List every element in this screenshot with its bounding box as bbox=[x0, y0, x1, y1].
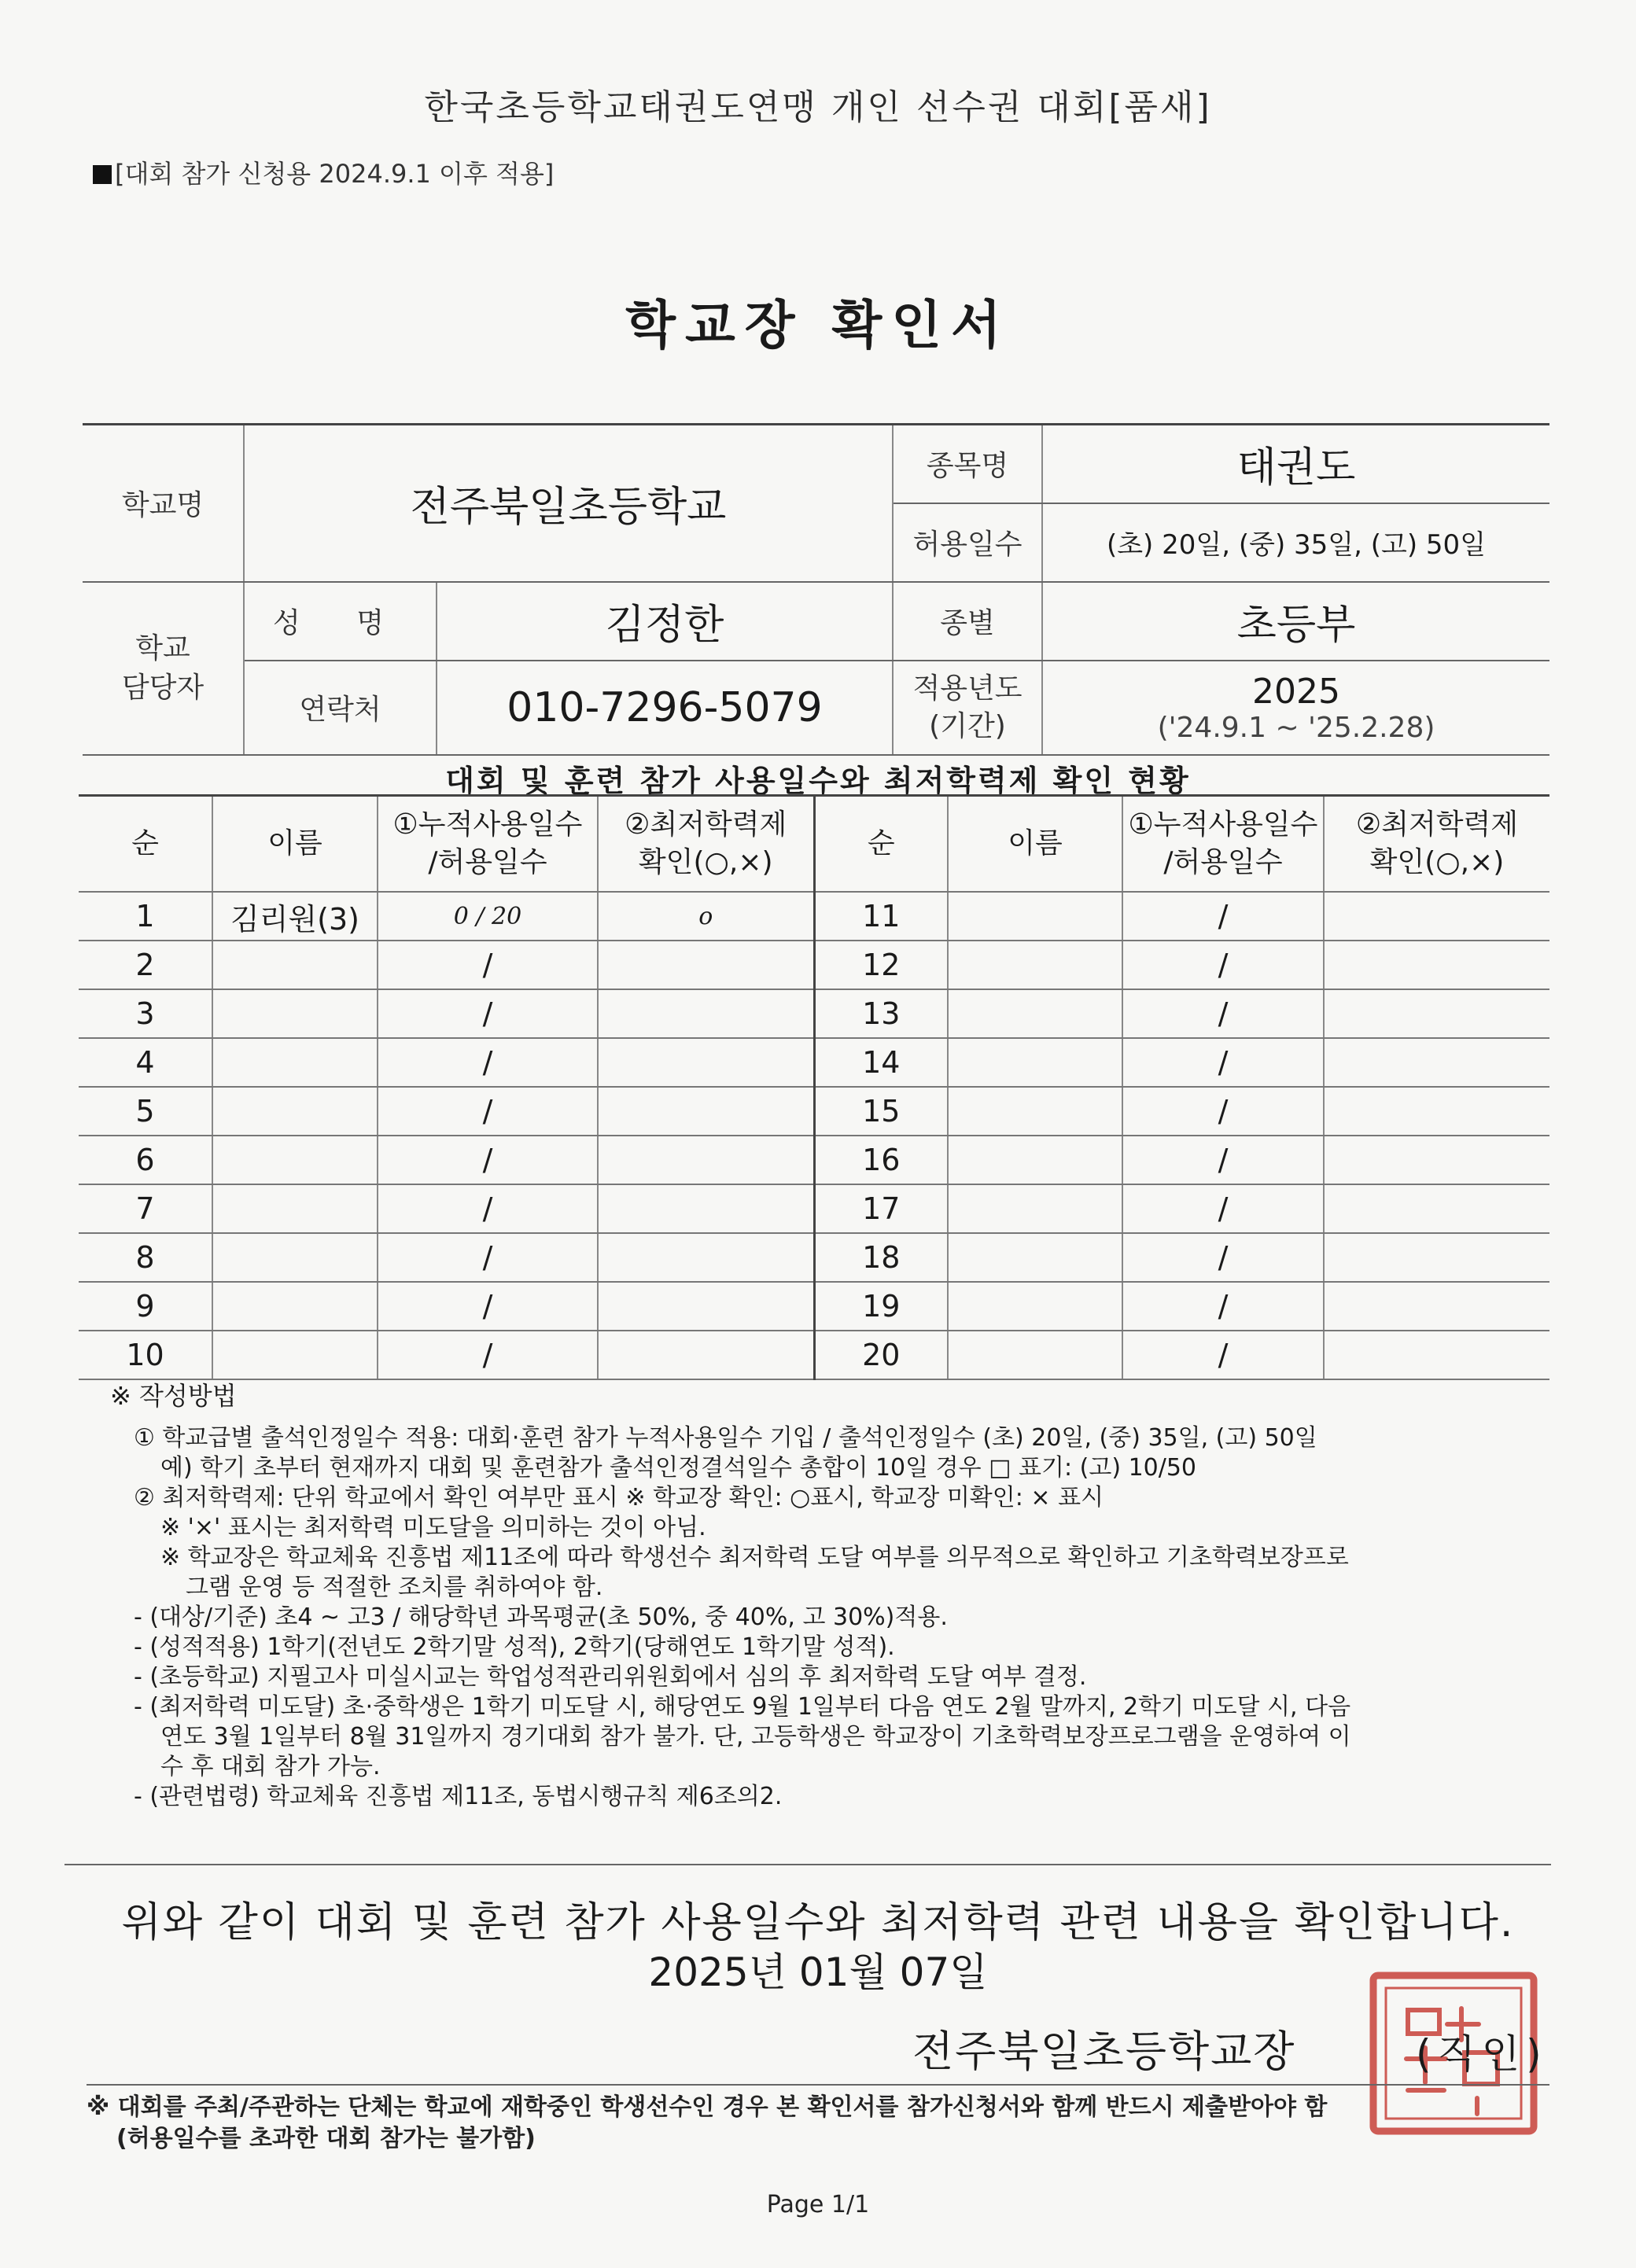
principal-signature: 전주북일초등학교장 bbox=[912, 2027, 1296, 2076]
roster-no: 9 bbox=[79, 1282, 212, 1331]
contact-label: 연락처 bbox=[244, 661, 437, 755]
roster-days: / bbox=[378, 989, 598, 1038]
roster-days: 0 / 20 bbox=[378, 892, 598, 941]
roster-name bbox=[212, 1038, 378, 1087]
roster-check bbox=[1324, 1331, 1549, 1379]
roster-name bbox=[948, 1233, 1122, 1282]
roster-days: / bbox=[1122, 1038, 1324, 1087]
allowed-days-value: (초) 20일, (중) 35일, (고) 50일 bbox=[1042, 503, 1549, 582]
header-days-left: ①누적사용일수 /허용일수 bbox=[378, 796, 598, 893]
year-label: 적용년도 (기간) bbox=[893, 661, 1042, 755]
roster-name bbox=[212, 1136, 378, 1184]
roster-check bbox=[1324, 1184, 1549, 1233]
instruction-line: - (관련법령) 학교체육 진흥법 제11조, 동법시행규칙 제6조의2. bbox=[134, 1783, 783, 1810]
roster-name bbox=[212, 1087, 378, 1136]
table-row bbox=[79, 1038, 1549, 1087]
category-label: 종별 bbox=[893, 582, 1042, 661]
roster-days: / bbox=[378, 1087, 598, 1136]
manager-name-label: 성 명 bbox=[244, 582, 437, 661]
roster-check bbox=[1324, 941, 1549, 989]
instruction-line: ② 최저학력제: 단위 학교에서 확인 여부만 표시 ※ 학교장 확인: ○표시, 학교장 미확인: × 표시 bbox=[134, 1484, 1104, 1511]
table-row bbox=[79, 892, 1549, 941]
roster-name bbox=[212, 941, 378, 989]
manager-label: 학교 담당자 bbox=[83, 582, 244, 755]
submission-note bbox=[87, 2084, 1549, 2155]
roster-days: / bbox=[378, 1233, 598, 1282]
roster-check bbox=[598, 1038, 814, 1087]
roster-days: / bbox=[378, 1038, 598, 1087]
roster-name bbox=[948, 1282, 1122, 1331]
roster-check bbox=[1324, 989, 1549, 1038]
manager-name-value: 김정한 bbox=[437, 582, 893, 661]
page-number: Page 1/1 bbox=[766, 2191, 870, 2218]
roster-days: / bbox=[1122, 1087, 1324, 1136]
roster-days: / bbox=[1122, 892, 1324, 941]
roster-no: 12 bbox=[814, 941, 948, 989]
roster-no: 15 bbox=[814, 1087, 948, 1136]
table-row bbox=[79, 1233, 1549, 1282]
school-name-label: 학교명 bbox=[83, 425, 244, 582]
competition-title: 한국초등학교태권도연맹 개인 선수권 대회[품새] bbox=[424, 87, 1212, 127]
table-row bbox=[79, 1087, 1549, 1136]
roster-days: / bbox=[1122, 1282, 1324, 1331]
roster-no: 14 bbox=[814, 1038, 948, 1087]
instructions-lines bbox=[110, 1423, 1494, 1812]
roster-days: / bbox=[1122, 1136, 1324, 1184]
roster-no: 7 bbox=[79, 1184, 212, 1233]
roster-days: / bbox=[1122, 1233, 1324, 1282]
roster-no: 5 bbox=[79, 1087, 212, 1136]
year-period: ('24.9.1 ~ '25.2.28) bbox=[1157, 711, 1435, 744]
school-name-value: 전주북일초등학교 bbox=[244, 425, 893, 582]
square-bullet-icon bbox=[93, 165, 112, 184]
table-row bbox=[79, 941, 1549, 989]
roster-days: / bbox=[1122, 941, 1324, 989]
roster-days: / bbox=[378, 1136, 598, 1184]
roster-check bbox=[598, 941, 814, 989]
roster-check bbox=[1324, 1087, 1549, 1136]
seal-label: (직인) bbox=[1416, 2031, 1548, 2077]
roster-no: 13 bbox=[814, 989, 948, 1038]
header-check-left: ②최저학력제 확인(○,×) bbox=[598, 796, 814, 893]
roster-check bbox=[598, 1136, 814, 1184]
participation-roster-table bbox=[79, 794, 1549, 1380]
event-label: 종목명 bbox=[893, 425, 1042, 503]
roster-name bbox=[212, 989, 378, 1038]
submission-note-line1: ※ 대회를 주최/주관하는 단체는 학교에 재학중인 학생선수인 경우 본 확인서를 참가신청서와 함께 반드시 제출받아야 함 bbox=[87, 2093, 1328, 2121]
roster-no: 3 bbox=[79, 989, 212, 1038]
roster-check bbox=[1324, 1136, 1549, 1184]
document-title: 학교장 확인서 bbox=[625, 295, 1011, 355]
header-no-left: 순 bbox=[79, 796, 212, 893]
instructions-heading: ※ 작성방법 bbox=[110, 1381, 237, 1411]
instructions bbox=[110, 1381, 1494, 1812]
instruction-line: - (대상/기준) 초4 ~ 고3 / 해당학년 과목평균(초 50%, 중 40%, 고 30%)적용. bbox=[134, 1603, 948, 1631]
instruction-line: 연도 3월 1일부터 8월 31일까지 경기대회 참가 불가. 단, 고등학생은 학교장이 기초학력보장프로그램을 운영하여 이 bbox=[160, 1723, 1351, 1751]
application-note bbox=[93, 154, 554, 190]
roster-name bbox=[212, 1233, 378, 1282]
divider bbox=[64, 1864, 1551, 1865]
roster-no: 2 bbox=[79, 941, 212, 989]
roster-days: / bbox=[378, 1331, 598, 1379]
roster-days: / bbox=[378, 1184, 598, 1233]
instruction-line: - (성적적용) 1학기(전년도 2학기말 성적), 2학기(당해연도 1학기말 성적). bbox=[134, 1633, 895, 1661]
roster-no: 4 bbox=[79, 1038, 212, 1087]
event-value: 태권도 bbox=[1042, 425, 1549, 503]
submission-note-line2: (허용일수를 초과한 대회 참가는 불가함) bbox=[116, 2125, 536, 2152]
instruction-line: ※ '×' 표시는 최저학력 미도달을 의미하는 것이 아님. bbox=[160, 1514, 706, 1541]
roster-name bbox=[948, 1038, 1122, 1087]
year-value: 2025 bbox=[1252, 671, 1340, 712]
roster-no: 20 bbox=[814, 1331, 948, 1379]
roster-name bbox=[948, 989, 1122, 1038]
roster-name bbox=[948, 1136, 1122, 1184]
roster-name bbox=[948, 1331, 1122, 1379]
roster-days: / bbox=[1122, 1331, 1324, 1379]
category-value: 초등부 bbox=[1042, 582, 1549, 661]
roster-check bbox=[1324, 892, 1549, 941]
roster-days: / bbox=[1122, 989, 1324, 1038]
roster-name bbox=[948, 941, 1122, 989]
roster-name: 김리원(3) bbox=[212, 892, 378, 941]
roster-check bbox=[598, 1233, 814, 1282]
table-row bbox=[79, 1282, 1549, 1331]
roster-no: 17 bbox=[814, 1184, 948, 1233]
roster-name bbox=[948, 1184, 1122, 1233]
roster-name bbox=[948, 892, 1122, 941]
instruction-line: - (초등학교) 지필고사 미실시교는 학업성적관리위원회에서 심의 후 최저학력 도달 여부 결정. bbox=[134, 1663, 1087, 1691]
header-no-right: 순 bbox=[814, 796, 948, 893]
roster-name bbox=[948, 1087, 1122, 1136]
application-note-text: [대회 참가 신청용 2024.9.1 이후 적용] bbox=[115, 159, 555, 189]
instruction-line: ※ 학교장은 학교체육 진흥법 제11조에 따라 학생선수 최저학력 도달 여부를 의무적으로 확인하고 기초학력보장프로 bbox=[160, 1544, 1349, 1571]
roster-no: 16 bbox=[814, 1136, 948, 1184]
roster-no: 18 bbox=[814, 1233, 948, 1282]
header-name-left: 이름 bbox=[212, 796, 378, 893]
header-days-right: ①누적사용일수 /허용일수 bbox=[1122, 796, 1324, 893]
roster-check bbox=[598, 1184, 814, 1233]
table-row bbox=[79, 1136, 1549, 1184]
roster-days: / bbox=[378, 941, 598, 989]
instruction-line: 수 후 대회 참가 가능. bbox=[160, 1753, 381, 1780]
year-cell bbox=[1042, 661, 1549, 755]
roster-check bbox=[1324, 1038, 1549, 1087]
roster-check bbox=[598, 1282, 814, 1331]
roster-name bbox=[212, 1282, 378, 1331]
instruction-line: ① 학교급별 출석인정일수 적용: 대회·훈련 참가 누적사용일수 기입 / 출석인정일수 (초) 20일, (중) 35일, (고) 50일 bbox=[134, 1424, 1317, 1452]
table-row bbox=[79, 1184, 1549, 1233]
roster-days: / bbox=[378, 1282, 598, 1331]
roster-check bbox=[1324, 1233, 1549, 1282]
roster-body bbox=[79, 892, 1549, 1379]
roster-check bbox=[598, 1331, 814, 1379]
confirmation-date: 2025년 01월 07일 bbox=[648, 1950, 988, 1995]
roster-no: 11 bbox=[814, 892, 948, 941]
roster-no: 1 bbox=[79, 892, 212, 941]
roster-no: 8 bbox=[79, 1233, 212, 1282]
roster-check bbox=[598, 1087, 814, 1136]
roster-no: 6 bbox=[79, 1136, 212, 1184]
confirmation-statement: 위와 같이 대회 및 훈련 참가 사용일수와 최저학력 관련 내용을 확인합니다. bbox=[121, 1899, 1515, 1946]
header-name-right: 이름 bbox=[948, 796, 1122, 893]
instruction-line: 예) 학기 초부터 현재까지 대회 및 훈련참가 출석인정결석일수 총합이 10일 경우 □ 표기: (고) 10/50 bbox=[160, 1454, 1197, 1482]
roster-section-title: 대회 및 훈련 참가 사용일수와 최저학력제 확인 현황 bbox=[445, 764, 1191, 798]
roster-no: 10 bbox=[79, 1331, 212, 1379]
header-check-right: ②최저학력제 확인(○,×) bbox=[1324, 796, 1549, 893]
roster-check bbox=[598, 989, 814, 1038]
roster-days: / bbox=[1122, 1184, 1324, 1233]
roster-no: 19 bbox=[814, 1282, 948, 1331]
table-row bbox=[79, 989, 1549, 1038]
contact-value: 010-7296-5079 bbox=[437, 661, 893, 755]
allowed-days-label: 허용일수 bbox=[893, 503, 1042, 582]
table-row bbox=[79, 1331, 1549, 1379]
school-info-table bbox=[83, 423, 1549, 756]
roster-name bbox=[212, 1184, 378, 1233]
roster-name bbox=[212, 1331, 378, 1379]
roster-check bbox=[1324, 1282, 1549, 1331]
instruction-line: - (최저학력 미도달) 초·중학생은 1학기 미도달 시, 해당연도 9월 1일부터 다음 연도 2월 말까지, 2학기 미도달 시, 다음 bbox=[134, 1693, 1351, 1721]
roster-check: o bbox=[598, 892, 814, 941]
instruction-line: 그램 운영 등 적절한 조치를 취하여야 함. bbox=[186, 1574, 603, 1601]
